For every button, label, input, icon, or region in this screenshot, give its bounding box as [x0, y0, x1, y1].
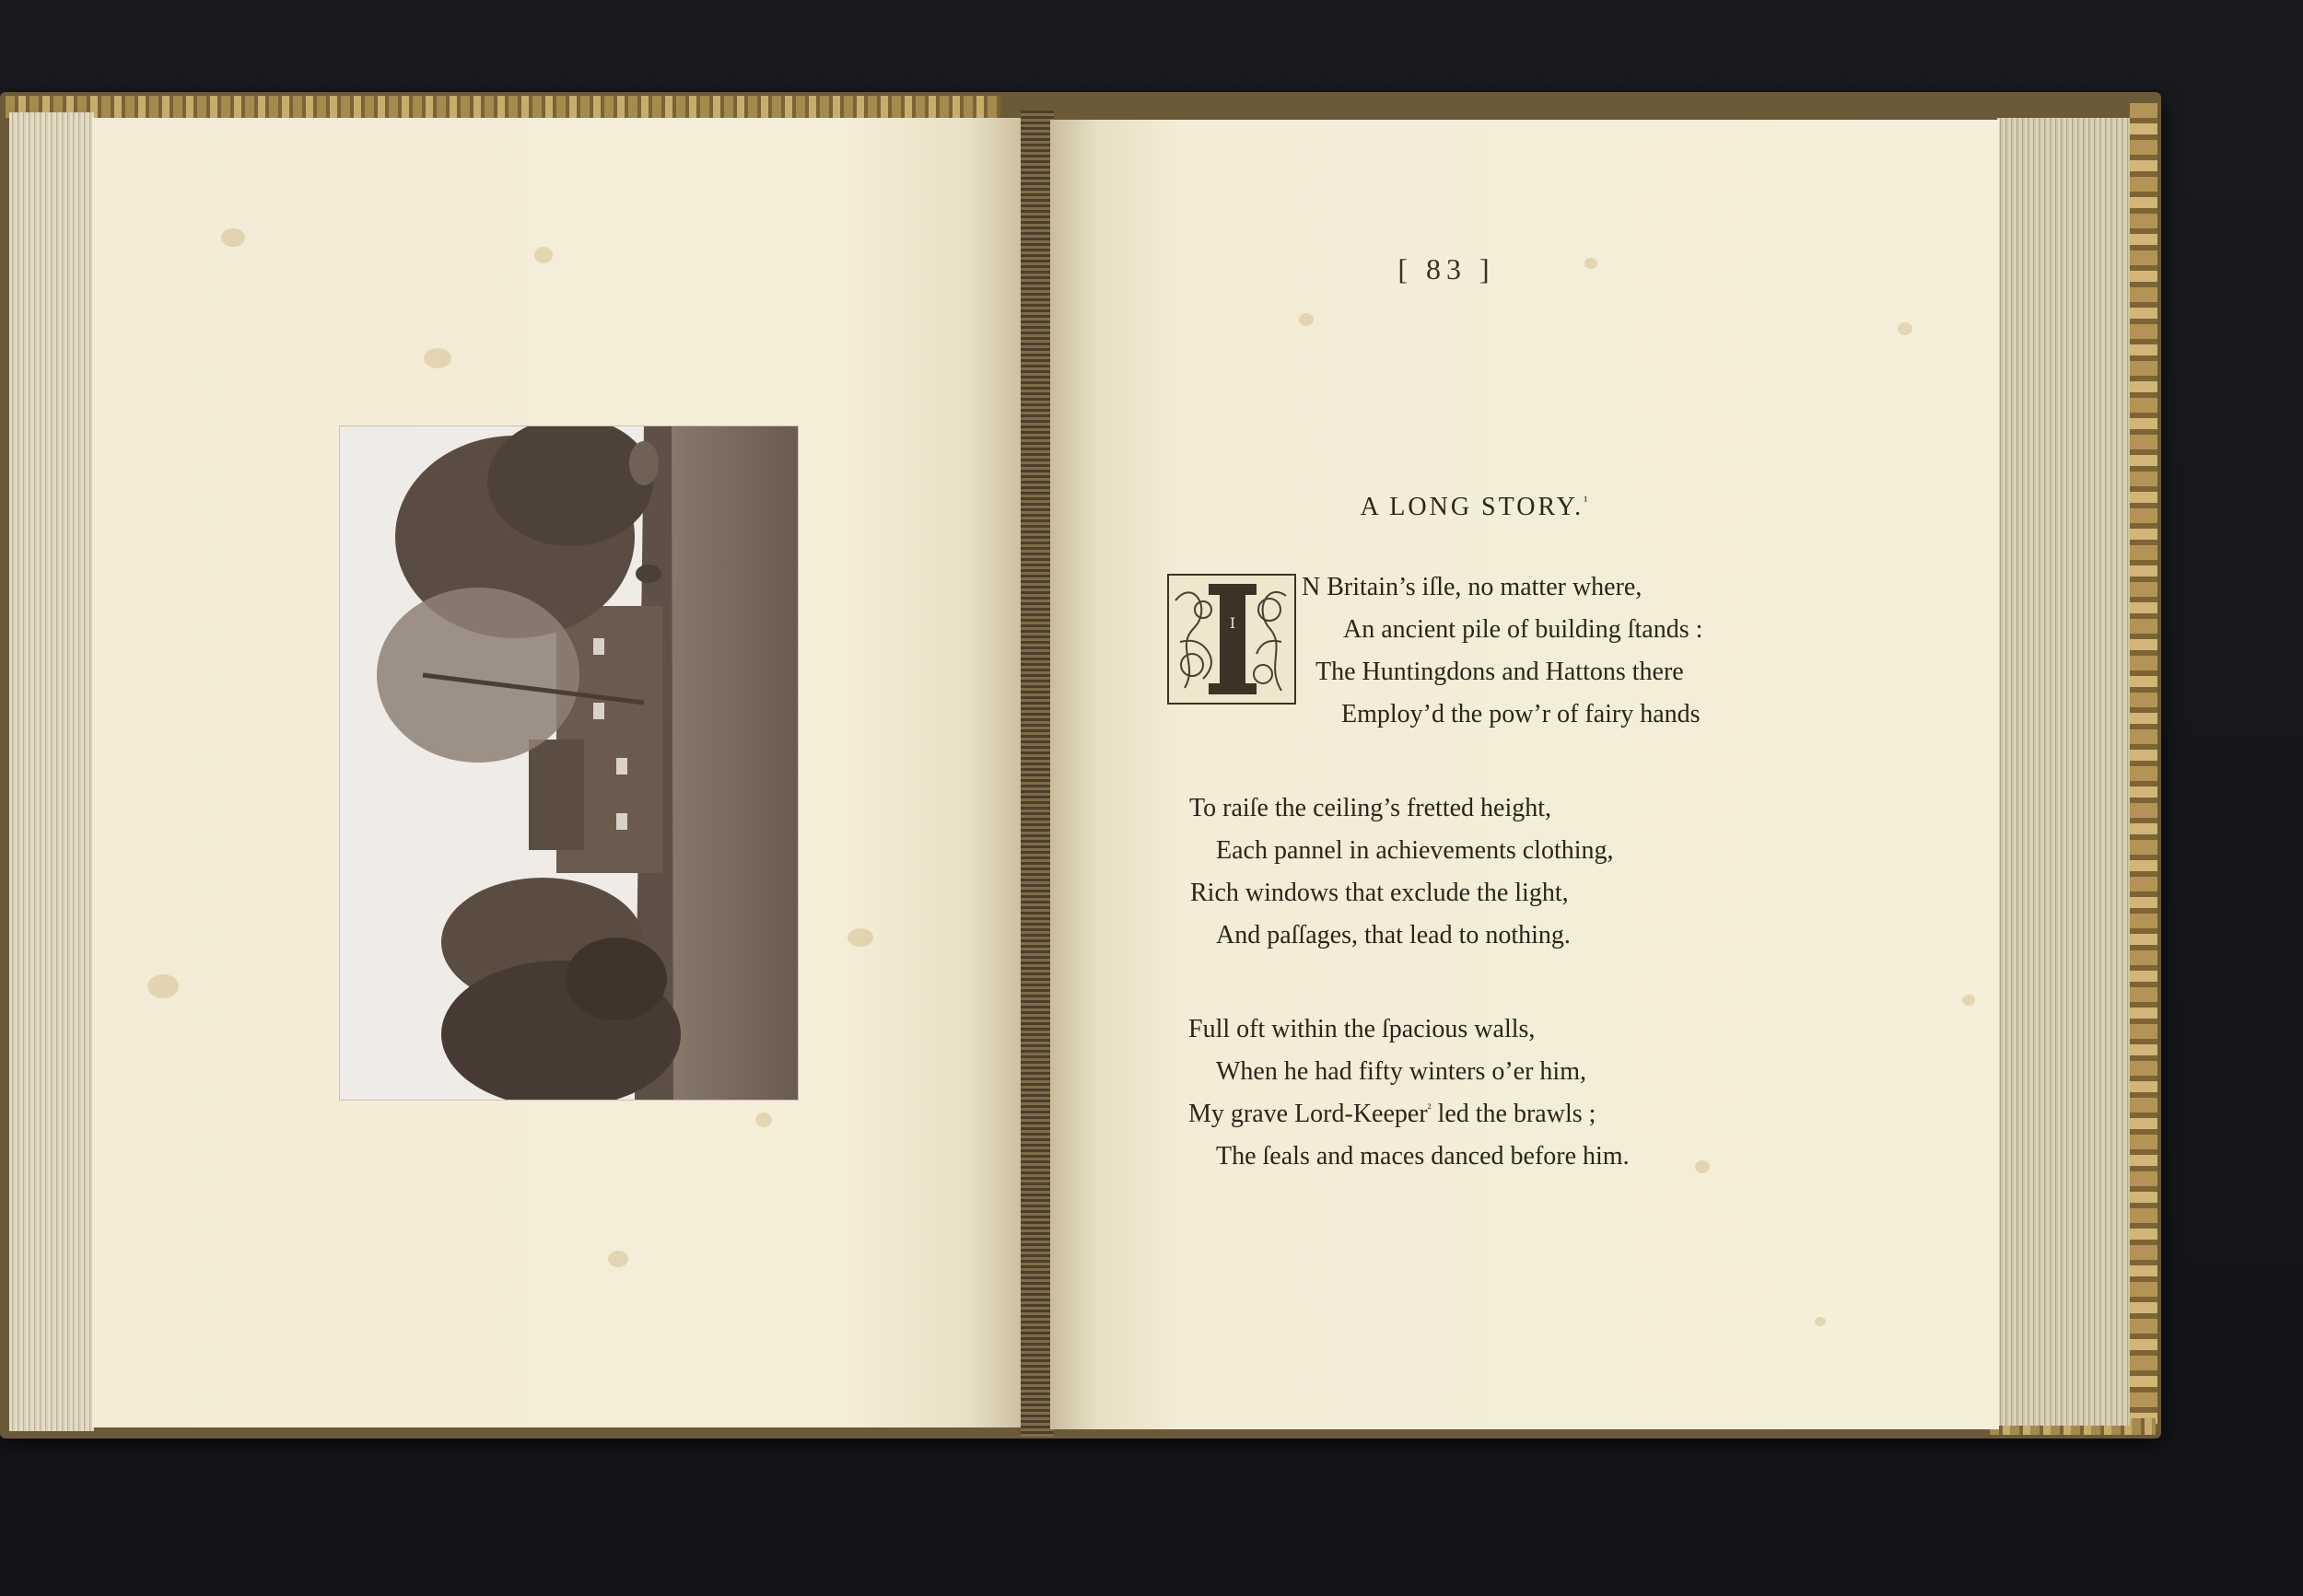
photograph-image [340, 426, 798, 1100]
foxing-spot [1695, 1160, 1710, 1173]
foxing-spot [1962, 995, 1975, 1006]
poem-line [1188, 1100, 1596, 1129]
foxing-spot [1299, 313, 1314, 326]
foxing-spot [848, 928, 873, 947]
foxing-spot [534, 247, 553, 263]
page-edges-left [9, 112, 94, 1431]
poem-line: Employ’d the pow’r of fairy hands [1341, 700, 1701, 728]
foxing-spot [1584, 258, 1597, 269]
title-footnote-mark: ¹ [1584, 495, 1588, 509]
footnote-mark: ² [1427, 1101, 1432, 1115]
poem-title-text: A LONG STORY. [1360, 493, 1584, 521]
right-page [1050, 120, 1999, 1429]
poem-line: The Huntingdons and Hattons there [1315, 658, 1684, 686]
poem-line: Full oft within the ſpacious walls, [1188, 1015, 1536, 1043]
poem-line: An ancient pile of building ſtands : [1343, 615, 1703, 644]
tipped-in-photograph [339, 425, 799, 1101]
poem-line: N Britain’s iſle, no matter where, [1302, 573, 1642, 601]
poem-line: When he had fifty winters o’er him, [1216, 1057, 1586, 1086]
poem-line-text: led the brawls ; [1431, 1100, 1596, 1128]
poem-line-text: My grave Lord-Keeper [1188, 1100, 1428, 1128]
gilt-border-right [2130, 103, 2157, 1429]
foxing-spot [424, 348, 451, 368]
foxing-spot [608, 1251, 628, 1267]
poem-line: Each pannel in achievements clothing, [1216, 836, 1614, 865]
gilt-border-top [6, 96, 1000, 118]
poem-line: Rich windows that exclude the light, [1190, 879, 1569, 907]
poem-line: The ſeals and maces danced before him. [1216, 1142, 1630, 1171]
ornamental-drop-cap [1166, 573, 1297, 705]
foxing-spot [1898, 322, 1912, 335]
book-gutter [1021, 111, 1054, 1437]
foxing-spot [147, 974, 179, 998]
foxing-spot [221, 228, 245, 247]
poem-line: To raiſe the ceiling’s fretted height, [1189, 794, 1552, 822]
poem-title [1290, 493, 1658, 522]
foxing-spot [1815, 1317, 1826, 1326]
foxing-spot [755, 1113, 772, 1127]
drop-cap-letter: I [1229, 614, 1236, 632]
poem-line: And paſſages, that lead to nothing. [1216, 921, 1571, 949]
page-edges-right [1997, 118, 2130, 1426]
page-number: [ 83 ] [1397, 252, 1495, 285]
